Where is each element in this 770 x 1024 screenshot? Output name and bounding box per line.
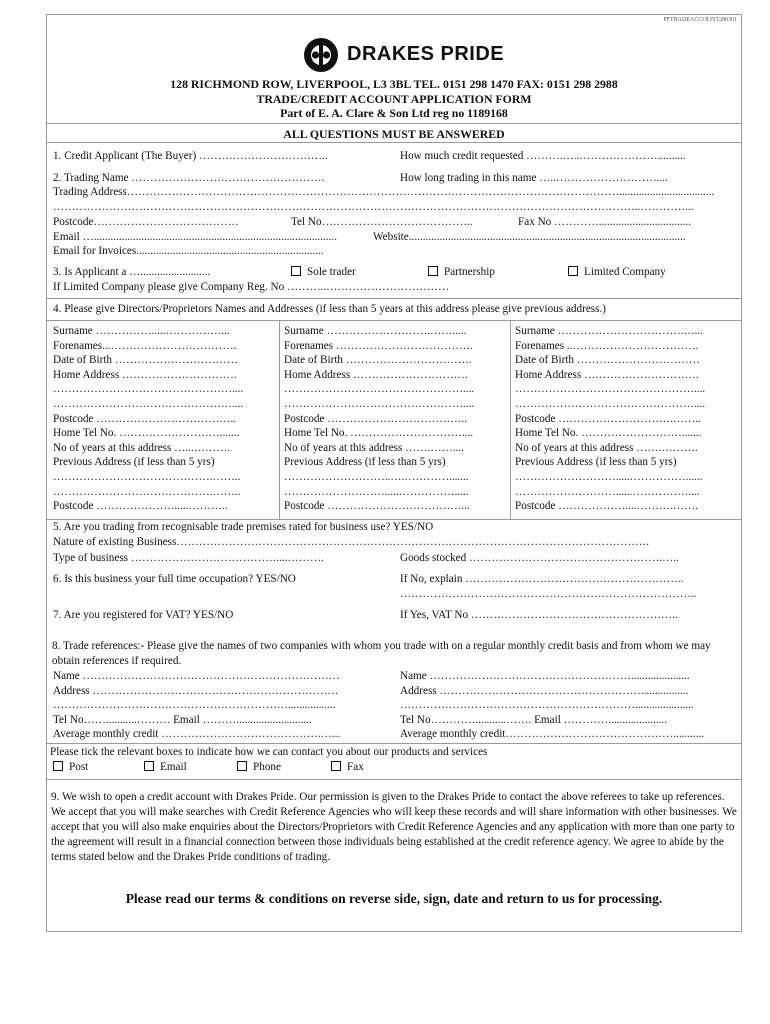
email-field[interactable]: Email …....................................................................................... bbox=[53, 231, 338, 243]
full-time-question[interactable]: 6. Is this business your full time occupation? YES/NO bbox=[53, 573, 296, 585]
divider bbox=[47, 123, 741, 124]
director-field[interactable]: ………………………………………….... bbox=[53, 383, 244, 396]
address-line: 128 RICHMOND ROW, LIVERPOOL, L3 3BL TEL. 0151 298 1470 FAX: 0151 298 2988 bbox=[170, 77, 618, 91]
divider bbox=[47, 142, 741, 143]
director-field[interactable]: ………………………………………….... bbox=[515, 397, 706, 410]
reference-field[interactable]: ………………………………………………………................. bbox=[53, 699, 336, 712]
director-field[interactable]: Home Address …………………………. bbox=[515, 368, 699, 381]
trading-address-cont-field[interactable]: …………………………………………………………………………………………………………………………………………..…………... bbox=[53, 201, 694, 213]
director-column-3[interactable] bbox=[515, 324, 737, 514]
director-field[interactable]: Postcode ………………………………... bbox=[284, 500, 470, 513]
declaration-text: 9. We wish to open a credit account with Drakes Pride. Our permission is given to the Drakes Pride to contact the above referees to take up references. We accept that you will make searches with Credit Reference Agencies who will keep these records and will share information with other businesses. We accept that you will also make enquiries about the Directors/Proprietors with Credit Reference Agencies and any application with more than one party to the agreement will result in a financial connection between those individuals being established at the credit reference agency. We agree to abide by the terms stated below and the Drakes Pride conditions of trading. bbox=[51, 791, 737, 863]
applicant-type-label: 3. Is Applicant a …......................... bbox=[53, 266, 211, 278]
divider bbox=[47, 298, 741, 299]
company-line: Part of E. A. Clare & Son Ltd reg no 1189168 bbox=[280, 106, 508, 120]
trade-reference-1[interactable] bbox=[53, 669, 393, 742]
director-column-2[interactable] bbox=[284, 324, 506, 514]
company-reg-field[interactable]: If Limited Company please give Company Reg. No ………..…………………………… bbox=[53, 281, 450, 293]
reference-field[interactable]: ………………………………………………………..................... bbox=[400, 699, 694, 712]
director-field[interactable]: No of years at this address …….…….... bbox=[284, 441, 464, 454]
column-divider bbox=[510, 320, 511, 519]
trade-references-text: 8. Trade references:- Please give the names of two companies with whom you trade with on a regular monthly credit basis and from whom we may obtain references if required. bbox=[52, 640, 711, 667]
logo-wordmark: DRAKES PRIDE bbox=[347, 43, 505, 65]
website-field[interactable]: Website................................................................................................... bbox=[373, 231, 686, 243]
director-field[interactable]: Postcode ………………………….…….. bbox=[515, 412, 701, 425]
reference-field[interactable]: Tel No……...........……… Email ………........................... bbox=[53, 713, 312, 726]
director-field[interactable]: Postcode ……………………………….. bbox=[284, 412, 468, 425]
reference-field[interactable]: Tel No…………...........……. Email …………..................... bbox=[400, 713, 668, 726]
director-field[interactable]: Date of Birth …………………………… bbox=[53, 354, 238, 367]
contact-fax-option[interactable]: Fax bbox=[331, 761, 364, 773]
vat-number-field[interactable]: If Yes, VAT No ……………………………………………….. bbox=[400, 609, 678, 621]
tel-field[interactable]: Tel No………………………………….. bbox=[291, 216, 473, 228]
partnership-option[interactable]: Partnership bbox=[428, 266, 495, 278]
limited-company-checkbox[interactable] bbox=[568, 266, 578, 276]
phone-checkbox[interactable] bbox=[237, 761, 247, 771]
contact-phone-option[interactable]: Phone bbox=[237, 761, 281, 773]
form-title: TRADE/CREDIT ACCOUNT APPLICATION FORM bbox=[256, 92, 532, 106]
partnership-checkbox[interactable] bbox=[428, 266, 438, 276]
director-field[interactable]: Date of Birth ……………………………. bbox=[284, 354, 472, 367]
postcode-field[interactable]: Postcode………………………………… bbox=[53, 216, 239, 228]
credit-requested-field[interactable]: How much credit requested ……….…..………………….......... bbox=[400, 150, 686, 162]
contact-email-option[interactable]: Email bbox=[144, 761, 187, 773]
director-field[interactable]: ………………………......…………….... bbox=[515, 485, 700, 498]
director-field[interactable]: Forenames...……………………………. bbox=[53, 339, 237, 352]
explain-field[interactable]: If No, explain ………………………………………………….. bbox=[400, 573, 684, 585]
explain-cont-field[interactable]: …………………………………………………………………….. bbox=[400, 588, 697, 600]
director-field[interactable]: Home Tel No. ………………………....... bbox=[515, 427, 702, 440]
director-field[interactable]: Surname ……………………….……..... bbox=[284, 325, 467, 337]
director-field[interactable]: Postcode ………………....……….……. bbox=[515, 500, 699, 513]
director-field[interactable]: Previous Address (if less than 5 yrs) bbox=[284, 456, 446, 469]
vat-question[interactable]: 7. Are you registered for VAT? YES/NO bbox=[53, 609, 234, 621]
notice: ALL QUESTIONS MUST BE ANSWERED bbox=[283, 127, 505, 141]
reference-field[interactable]: Average monthly credit………………………………………........... bbox=[400, 728, 704, 741]
director-field[interactable]: ……………………….....……………..... bbox=[284, 485, 469, 498]
trading-name-field[interactable]: 2. Trading Name ……………………………………………. bbox=[53, 172, 325, 184]
drakes-pride-logo bbox=[303, 37, 503, 73]
director-field[interactable]: …………………………………….…….. bbox=[53, 470, 241, 483]
director-field[interactable]: ……………………….....……………...... bbox=[515, 470, 703, 483]
divider bbox=[47, 743, 741, 744]
divider bbox=[47, 320, 741, 321]
reference-field[interactable]: Address ………………………………………………………… bbox=[53, 684, 339, 697]
director-field[interactable]: Surname …………….....……………... bbox=[53, 325, 230, 337]
director-field[interactable]: Forenames ………………………………. bbox=[284, 339, 473, 352]
fax-checkbox[interactable] bbox=[331, 761, 341, 771]
director-field[interactable]: Postcode ………………….....……….. bbox=[53, 500, 228, 513]
director-column-1[interactable] bbox=[53, 324, 275, 514]
director-field[interactable]: ………………………………………….... bbox=[515, 383, 706, 396]
director-field[interactable]: No of years at this address …...………. bbox=[53, 441, 231, 454]
director-field[interactable]: Date of Birth …………………………… bbox=[515, 354, 700, 367]
director-field[interactable]: No of years at this address …….………. bbox=[515, 441, 698, 454]
email-checkbox[interactable] bbox=[144, 761, 154, 771]
director-field[interactable]: Home Address …………………………. bbox=[284, 368, 468, 381]
trade-premises-question[interactable]: 5. Are you trading from recognisable trade premises rated for business use? YES/NO bbox=[53, 521, 434, 533]
sole-trader-checkbox[interactable] bbox=[291, 266, 301, 276]
trade-reference-2[interactable] bbox=[400, 669, 730, 742]
director-field[interactable]: ………………………………………….... bbox=[53, 397, 244, 410]
limited-company-option[interactable]: Limited Company bbox=[568, 266, 666, 278]
reference-field[interactable]: Name ………………………………………………..................... bbox=[400, 670, 690, 682]
director-field[interactable]: ………………………………………….... bbox=[284, 383, 475, 396]
director-field[interactable]: Postcode ……………………………….. bbox=[53, 412, 237, 425]
director-field[interactable]: Previous Address (if less than 5 yrs) bbox=[53, 456, 215, 469]
application-form bbox=[46, 14, 742, 932]
contact-preferences-prompt: Please tick the relevant boxes to indicate how we can contact you about our products and services bbox=[50, 746, 488, 758]
director-field[interactable]: Surname …………………………….…... bbox=[515, 325, 704, 337]
director-field[interactable]: Home Tel No. ………………………….... bbox=[284, 427, 474, 440]
form-reference: PFTRADEACCOUNT280301 bbox=[663, 17, 737, 23]
director-field[interactable]: ………………………..….…………....... bbox=[284, 470, 469, 483]
reference-field[interactable]: Name …………………………………………………………… bbox=[53, 670, 340, 682]
director-field[interactable]: Previous Address (if less than 5 yrs) bbox=[515, 456, 677, 469]
reference-field[interactable]: Address ………………………………………………................. bbox=[400, 684, 689, 697]
reference-field[interactable]: Average monthly credit …………………………………….…... bbox=[53, 728, 341, 741]
goods-stocked-field[interactable]: Goods stocked …………………………………………….….. bbox=[400, 552, 679, 564]
director-field[interactable]: Home Address …………………………. bbox=[53, 368, 237, 381]
fax-field[interactable]: Fax No …………................................. bbox=[518, 216, 692, 228]
directors-heading: 4. Please give Directors/Proprietors Names and Addresses (if less than 5 years at this address please give previous address.) bbox=[53, 303, 607, 315]
director-field[interactable]: ………………………………………….... bbox=[284, 397, 475, 410]
invoice-email-field[interactable]: Email for Invoices................................................................... bbox=[53, 245, 324, 257]
director-field[interactable]: …………………………………….…….. bbox=[53, 485, 241, 498]
trading-address-field[interactable]: Trading Address…………………………………………………………………………………………………………………….................................. bbox=[53, 186, 715, 198]
director-field[interactable]: Forenames ..……………………………. bbox=[515, 339, 699, 352]
column-divider bbox=[279, 320, 280, 519]
nature-of-business-field[interactable]: Nature of existing Business………………………………………………………………………………………………………………. bbox=[53, 536, 650, 548]
divider bbox=[47, 779, 741, 780]
post-checkbox[interactable] bbox=[53, 761, 63, 771]
director-field[interactable]: Home Tel No. ………………………....... bbox=[53, 427, 240, 440]
closing-instruction: Please read our terms & conditions on reverse side, sign, date and return to us for processing. bbox=[125, 891, 663, 906]
contact-post-option[interactable]: Post bbox=[53, 761, 88, 773]
dp-logo-icon bbox=[303, 37, 339, 73]
trading-length-field[interactable]: How long trading in this name …..……………………….... bbox=[400, 172, 668, 184]
credit-applicant-field[interactable]: 1. Credit Applicant (The Buyer) …………………………….. bbox=[53, 150, 328, 162]
divider bbox=[47, 519, 741, 520]
sole-trader-option[interactable]: Sole trader bbox=[291, 266, 356, 278]
type-of-business-field[interactable]: Type of business …………………………………....………. bbox=[53, 552, 324, 564]
